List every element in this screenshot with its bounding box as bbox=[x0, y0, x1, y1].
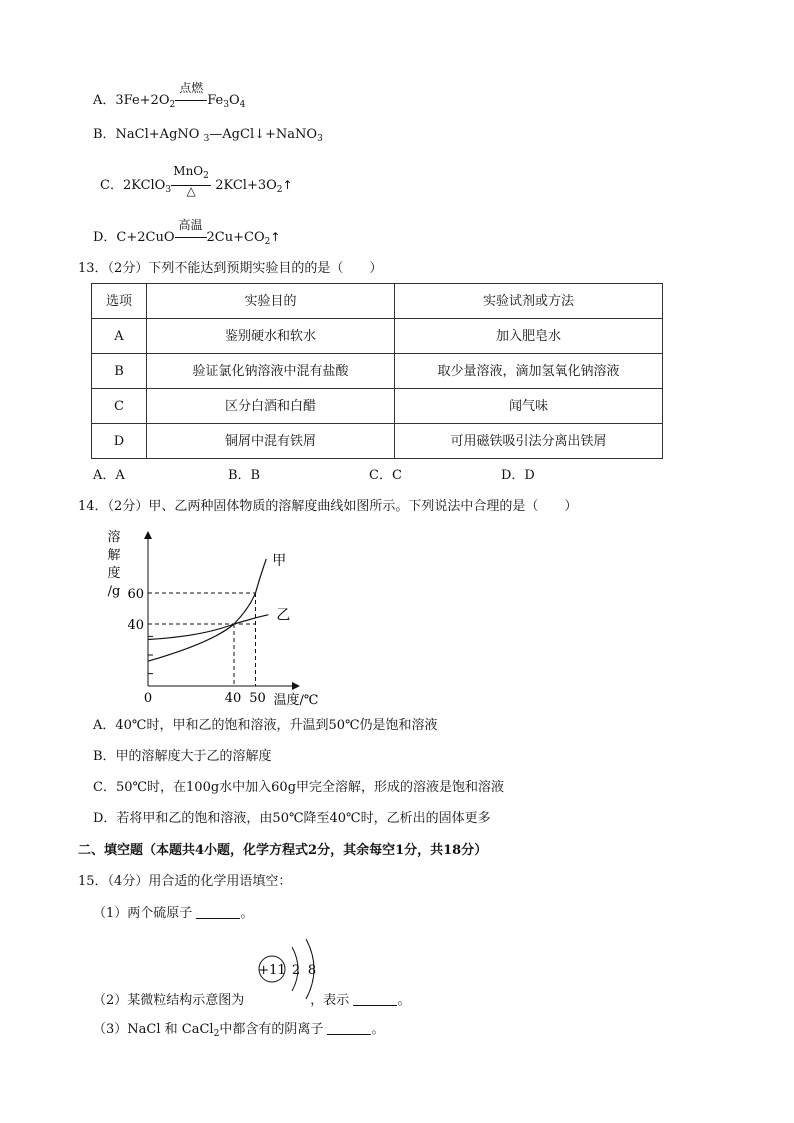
y-tick-label: 40 bbox=[127, 618, 144, 633]
table-cell: D bbox=[92, 424, 147, 459]
q12-a-o: O bbox=[228, 93, 240, 108]
table-header: 实验目的 bbox=[147, 284, 395, 319]
q15-part3-text: （3）NaCl 和 CaCl bbox=[93, 1022, 214, 1037]
series-label-jia: 甲 bbox=[272, 552, 287, 569]
q12-a-cond-text: 点燃 bbox=[179, 81, 204, 95]
q13-option-c: C．C bbox=[369, 468, 402, 483]
answer-blank[interactable] bbox=[353, 1005, 397, 1006]
shell-2-electrons: 8 bbox=[307, 963, 317, 978]
q12-a-fe: Fe bbox=[207, 93, 224, 108]
table-cell: 可用磁铁吸引法分离出铁屑 bbox=[395, 424, 663, 459]
gas-arrow-icon: ↑ bbox=[270, 230, 281, 244]
q15-part3 bbox=[93, 1022, 385, 1039]
table-cell: A bbox=[92, 319, 147, 354]
q12-d-rest: 2Cu+CO bbox=[206, 230, 265, 245]
q12-c-catalyst-sub: 2 bbox=[203, 171, 209, 181]
q12-c-condition bbox=[171, 164, 211, 198]
answer-blank[interactable] bbox=[196, 918, 240, 919]
q12-d-sub: 2 bbox=[264, 237, 271, 247]
q12-option-d bbox=[93, 218, 281, 247]
q12-d-cond-text: 高温 bbox=[178, 218, 203, 232]
table-cell: 铜屑中混有铁屑 bbox=[147, 424, 395, 459]
table-cell: 验证氯化钠溶液中混有盐酸 bbox=[147, 354, 395, 389]
q13-option-d: D．D bbox=[501, 468, 535, 483]
q14-option-b: B．甲的溶解度大于乙的溶解度 bbox=[93, 749, 272, 764]
series-label-yi: 乙 bbox=[276, 607, 291, 624]
table-header: 选项 bbox=[92, 284, 147, 319]
x-tick-label: 40 bbox=[224, 691, 242, 706]
answer-blank[interactable] bbox=[327, 1034, 371, 1035]
q12-a-sub: 2 bbox=[169, 100, 176, 110]
q15-part2-text: （2）某微粒结构示意图为 bbox=[93, 993, 245, 1008]
q12-d-prefix: D．C+2CuO bbox=[93, 230, 175, 245]
table-cell: 加入肥皂水 bbox=[395, 319, 663, 354]
q14-option-d: D．若将甲和乙的饱和溶液，由50℃降至40℃时，乙析出的固体更多 bbox=[93, 811, 491, 826]
q15-part2-end: 。 bbox=[397, 993, 411, 1008]
q12-c-heat-symbol: △ bbox=[186, 184, 196, 198]
q14-option-c: C．50℃时，在100g水中加入60g甲完全溶解，形成的溶液是饱和溶液 bbox=[93, 780, 505, 795]
q13-option-b: B．B bbox=[228, 468, 261, 483]
q12-a-sub4: 4 bbox=[239, 100, 246, 110]
q12-c-prefix: C．2KClO bbox=[100, 178, 166, 193]
q12-c-sub: 3 bbox=[165, 185, 172, 195]
x-tick-label: 0 bbox=[143, 691, 153, 706]
table-cell: 闻气味 bbox=[395, 389, 663, 424]
q12-option-b bbox=[93, 127, 323, 144]
q12-d-condition bbox=[175, 218, 207, 244]
table-header: 实验试剂或方法 bbox=[395, 284, 663, 319]
q15-part1-end: 。 bbox=[240, 906, 254, 921]
y-axis-label: /g bbox=[107, 584, 121, 599]
series-line-jia bbox=[148, 559, 266, 661]
table-row bbox=[92, 389, 663, 424]
y-axis-label: 度 bbox=[107, 566, 121, 581]
solubility-chart bbox=[100, 527, 319, 708]
table-row bbox=[92, 319, 663, 354]
q12-a-sub3: 3 bbox=[223, 100, 229, 110]
table-cell: B bbox=[92, 354, 147, 389]
table-cell: 取少量溶液，滴加氢氧化钠溶液 bbox=[395, 354, 663, 389]
q15-part3-text2: 中都含有的阴离子 bbox=[219, 1022, 324, 1037]
shell-1-electrons: 2 bbox=[291, 963, 301, 978]
y-axis-label: 溶 bbox=[107, 530, 121, 545]
q12-option-c bbox=[100, 164, 293, 198]
q12-b-sub: 3 bbox=[203, 134, 210, 144]
table-cell: C bbox=[92, 389, 147, 424]
q15-part3-sub: 2 bbox=[213, 1029, 220, 1039]
q13-table bbox=[91, 283, 663, 459]
table-cell: 鉴别硬水和软水 bbox=[147, 319, 395, 354]
y-axis-label: 解 bbox=[107, 548, 121, 563]
x-tick-label: 50 bbox=[249, 691, 266, 706]
q13-option-a: A．A bbox=[93, 468, 125, 483]
section-heading: 二、填空题（本题共4小题，化学方程式2分，其余每空1分，共18分） bbox=[78, 843, 488, 858]
q12-a-prefix: A．3Fe+2O bbox=[93, 93, 170, 108]
x-axis-label: 温度/℃ bbox=[273, 693, 319, 708]
q15-part2 bbox=[93, 994, 410, 1007]
q12-c-catalyst: MnO bbox=[173, 164, 204, 178]
q13-stem: 13．（2分）下列不能达到预期实验目的的是（ ） bbox=[78, 261, 383, 276]
q15-part3-end: 。 bbox=[371, 1022, 385, 1037]
table-header-row bbox=[92, 284, 663, 319]
q12-b-rest: —AgCl↓+NaNO bbox=[209, 127, 318, 142]
q12-c-sub2: 2 bbox=[276, 185, 283, 195]
nucleus-charge: +11 bbox=[258, 963, 286, 978]
q15-part1 bbox=[93, 907, 253, 920]
q12-b-sub2: 3 bbox=[317, 134, 323, 144]
q14-option-a: A．40℃时，甲和乙的饱和溶液，升温到50℃仍是饱和溶液 bbox=[93, 718, 438, 733]
q15-part1-text: （1）两个硫原子 bbox=[93, 906, 193, 921]
q12-c-rest: 2KCl+3O bbox=[211, 178, 277, 193]
q14-stem: 14．（2分）甲、乙两种固体物质的溶解度曲线如图所示。下列说法中合理的是（ ） bbox=[78, 499, 578, 514]
q12-b-prefix: B．NaCl+AgNO bbox=[93, 127, 204, 142]
gas-arrow-icon: ↑ bbox=[282, 178, 293, 192]
table-row bbox=[92, 354, 663, 389]
y-tick-label: 60 bbox=[127, 587, 144, 602]
table-cell: 区分白酒和白醋 bbox=[147, 389, 395, 424]
q15-stem: 15．（4分）用合适的化学用语填空： bbox=[78, 874, 292, 889]
series-line-yi bbox=[148, 615, 268, 640]
table-row bbox=[92, 424, 663, 459]
q12-a-condition bbox=[175, 81, 207, 107]
q12-option-a bbox=[93, 81, 246, 110]
q15-part2-text2: ，表示 bbox=[310, 993, 350, 1008]
